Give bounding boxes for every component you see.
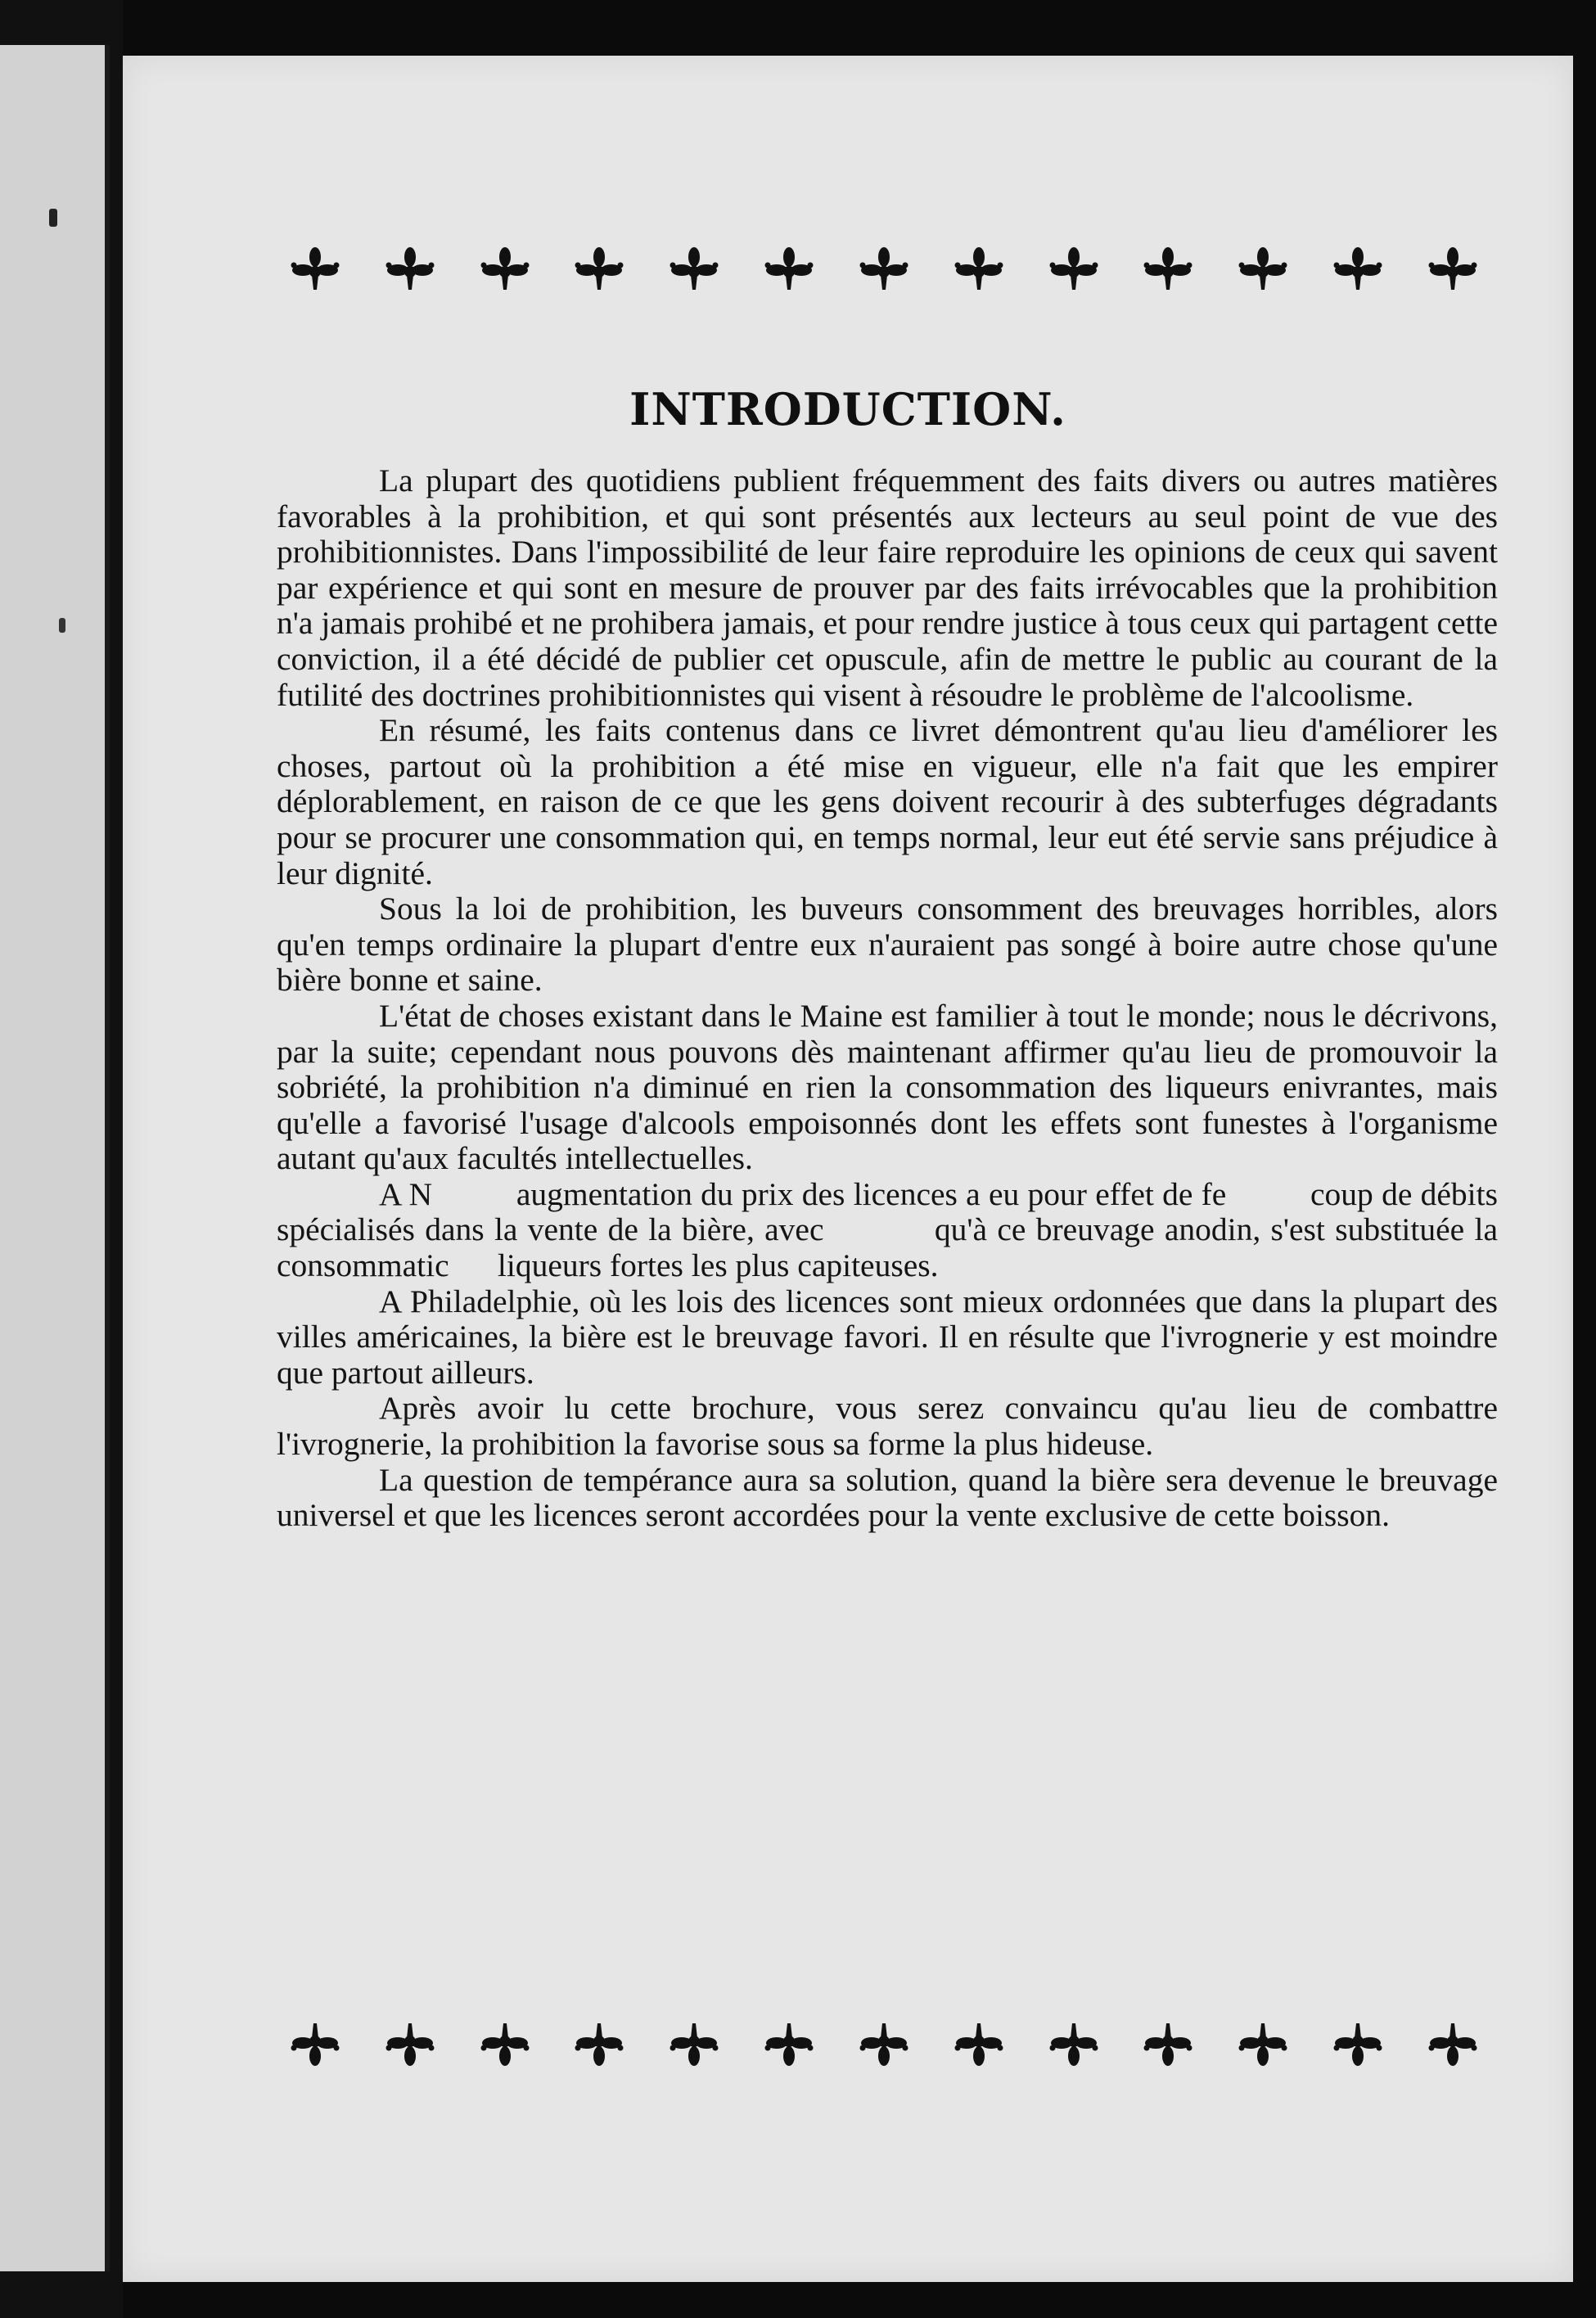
fleur-ornament-icon [1139, 242, 1197, 300]
fleur-ornament-icon [476, 242, 534, 300]
fleur-ornament-icon [1234, 242, 1292, 300]
paragraph-6: A Philadelphie, où les lois des licences sont mieux ordonnées que dans la plupart des villes américaines, la bière est le breuvage favori. Il en résulte que l'ivrognerie y est moindre que partout ailleurs. [277, 1283, 1498, 1391]
paragraph-3: Sous la loi de prohibition, les buveurs consomment des breuvages horribles, alors qu'en temps ordinaire la plupart d'entre eux n'auraient pas songé à boire autre chose qu'une bière bonne et saine. [277, 891, 1498, 999]
fleur-ornament-icon [760, 242, 818, 300]
fleur-ornament-icon [855, 242, 913, 300]
fleur-ornament-icon [1045, 242, 1102, 300]
fleur-ornament-icon [760, 2014, 818, 2071]
fleur-ornament-icon [950, 2014, 1008, 2071]
paragraph-7: Après avoir lu cette brochure, vous serez convaincu qu'au lieu de combattre l'ivrognerie, la prohibition la favorise sous sa forme la plus hideuse. [277, 1390, 1498, 1463]
fleur-ornament-icon [950, 242, 1008, 300]
fleur-ornament-icon [286, 242, 344, 300]
document-page [123, 56, 1573, 2282]
paragraph-4: L'état de choses existant dans le Maine est familier à tout le monde; nous le décrivons, par la suite; cependant nous pouvons dès maintenant affirmer qu'au lieu de promouvoir la sobriété, la prohibition n'a diminué en rien la consommation des liqueurs enivrantes, mais qu'elle a favorisé l'usage d'alcools empoisonnés dont les effets sont funestes à l'organisme autant qu'aux facultés intellectuelles. [277, 997, 1498, 1177]
fleur-ornament-icon [855, 2014, 913, 2071]
fleur-ornament-icon [1329, 242, 1386, 300]
fleur-ornament-icon [1045, 2014, 1102, 2071]
fleur-ornament-icon [665, 2014, 723, 2071]
page-title: INTRODUCTION. [629, 383, 1066, 435]
fleur-ornament-icon [1329, 2014, 1386, 2071]
fleur-ornament-icon [665, 242, 723, 300]
fleur-ornament-icon [570, 242, 628, 300]
fleur-ornament-icon [1234, 2014, 1292, 2071]
fleur-ornament-icon [381, 2014, 439, 2071]
paragraph-1: La plupart des quotidiens publient fréquemment des faits divers ou autres matières favorables à la prohibition, et qui sont présentés aux lecteurs au seul point de vue des prohibitionnistes. Dans l'impossibilité de leur faire reproduire les opinions de ceux qui savent par expérience et qui sont en mesure de prouver par des faits irrévocables que la prohibition n'a jamais prohibé et ne prohibera jamais, et pour rendre justice à tous ceux qui partagent cette conviction, il a été décidé de publier cet opuscule, afin de mettre le public au courant de la futilité des doctrines prohibitionnistes qui visent à résoudre le problème de l'alcoolisme. [277, 462, 1498, 713]
fleur-ornament-icon [1424, 242, 1481, 300]
fleur-ornament-icon [286, 2014, 344, 2071]
fleur-ornament-icon [476, 2014, 534, 2071]
paragraph-5: A N augmentation du prix des licences a eu pour effet de fe coup de débits spécialisés dans la vente de la bière, avec qu'à ce breuvage anodin, s'est substituée la consommatic liqueurs fortes les plus capiteuses. [277, 1175, 1506, 1284]
fleur-ornament-icon [381, 242, 439, 300]
fleur-ornament-icon [1139, 2014, 1197, 2071]
fleur-ornament-icon [570, 2014, 628, 2071]
bottom-ornament-row [286, 2014, 1481, 2071]
introduction-body [277, 462, 1506, 1534]
paragraph-8: La question de tempérance aura sa solution, quand la bière sera devenue le breuvage universel et que les licences seront accordées pour la vente exclusive de cette boisson. [277, 1461, 1498, 1534]
top-ornament-row [286, 242, 1481, 300]
previous-page-edge [0, 45, 110, 2271]
fleur-ornament-icon [1424, 2014, 1481, 2071]
paragraph-2: En résumé, les faits contenus dans ce livret démontrent qu'au lieu d'améliorer les choses, partout où la prohibition a été mise en vigueur, elle n'a fait que les empirer déplorablement, en raison de ce que les gens doivent recourir à des subterfuges dégradants pour se procurer une consommation qui, en temps normal, leur eut été servie sans préjudice à leur dignité. [277, 712, 1498, 891]
